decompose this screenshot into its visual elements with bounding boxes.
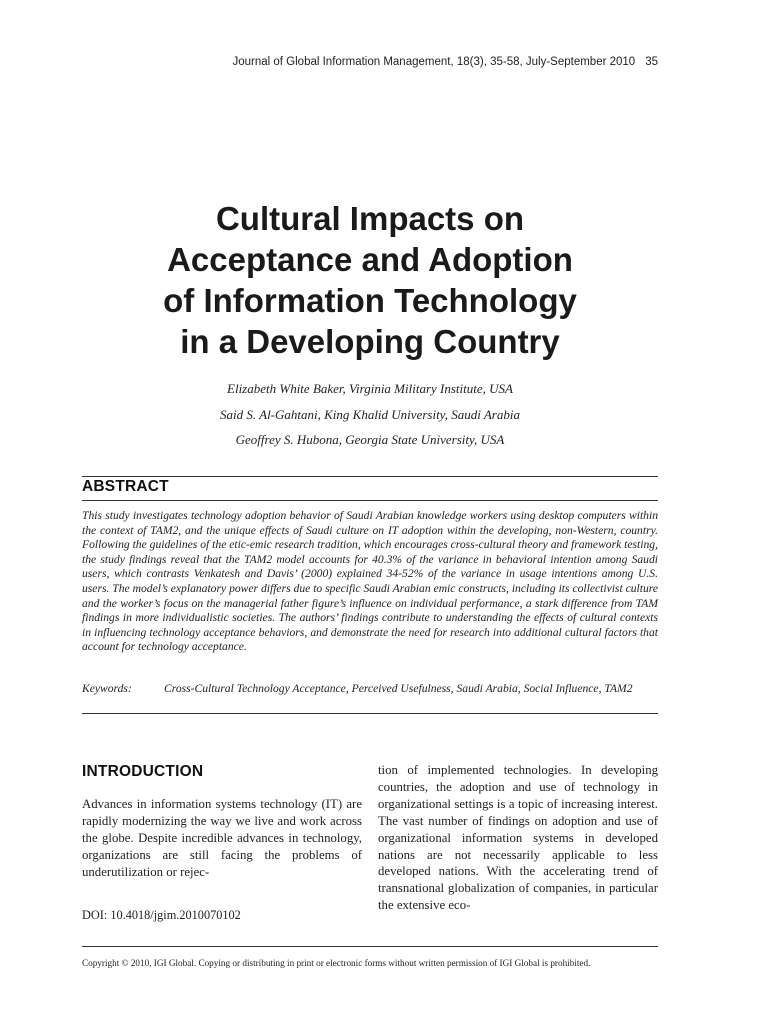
author-line: Geoffrey S. Hubona, Georgia State University, USA bbox=[235, 432, 505, 447]
introduction-right-column: tion of implemented technologies. In developing countries, the adoption and use of technology in organizational settings is a topic of increasing interest. The vast number of findings on adoption and use of organizational information systems in developed nations are not necessarily applicable to less developed nations. With the accelerating trend of transnational globalization of companies, in particular the extensive eco- bbox=[378, 763, 658, 913]
keywords-text: Cross-Cultural Technology Acceptance, Perceived Usefulness, Saudi Arabia, Social Influence, TAM2 bbox=[164, 682, 633, 695]
journal-citation: Journal of Global Information Management, 18(3), 35-58, July-September 2010 bbox=[232, 56, 636, 68]
title-line: in a Developing Country bbox=[180, 323, 560, 360]
title-line: of Information Technology bbox=[163, 282, 577, 319]
author-list bbox=[110, 376, 630, 453]
article-title bbox=[110, 198, 630, 362]
author-line: Said S. Al-Gahtani, King Khalid University, Saudi Arabia bbox=[220, 406, 520, 422]
page-number: 35 bbox=[645, 56, 658, 68]
keywords-bottom-rule bbox=[82, 713, 658, 714]
footer-rule bbox=[82, 946, 658, 947]
title-line: Acceptance and Adoption bbox=[167, 241, 573, 278]
abstract-text: This study investigates technology adoption behavior of Saudi Arabian knowledge workers using desktop computers within the context of TAM2, and the unique effects of Saudi culture on IT adoption within the developing, non-Western, country. Following the guidelines of the etic-emic research tradition, which encourages cross-cultural theory and framework testing, the study findings reveal that the TAM2 model accounts for 40.3% of the variance in behavioral intention among Saudi users, which contrasts Venkatesh and Davis’ (2000) explained 34-52% of the variance in usage intentions among U.S. users. The model’s explanatory power differs due to specific Saudi Arabian emic constructs, including its collectivist culture and the worker’s focus on the managerial father figure’s influence on individual performance, a stark difference from TAM findings in more individualistic societies. The authors’ findings contribute to understanding the effects of cultural contexts in influencing technology acceptance behaviors, and demonstrate the need for research into additional cultural factors that account for technology acceptance. bbox=[82, 509, 658, 654]
introduction-left-column: Advances in information systems technology (IT) are rapidly modernizing the way we live and work across the globe. Despite incredible advances in technology, organizations are still facing the problems of underutilization or rejec- bbox=[82, 797, 362, 879]
abstract-top-rule bbox=[82, 476, 658, 477]
keywords-label: Keywords: bbox=[82, 682, 132, 695]
abstract-heading-rule bbox=[82, 500, 658, 501]
doi: DOI: 10.4018/jgim.2010070102 bbox=[82, 908, 241, 922]
copyright-notice: Copyright © 2010, IGI Global. Copying or distributing in print or electronic forms without written permission of IGI Global is prohibited. bbox=[82, 958, 591, 968]
introduction-heading: INTRODUCTION bbox=[82, 763, 204, 780]
running-header bbox=[98, 56, 658, 68]
abstract-heading: ABSTRACT bbox=[82, 478, 169, 495]
title-line: Cultural Impacts on bbox=[215, 200, 525, 237]
author-line: Elizabeth White Baker, Virginia Military Institute, USA bbox=[227, 381, 513, 396]
